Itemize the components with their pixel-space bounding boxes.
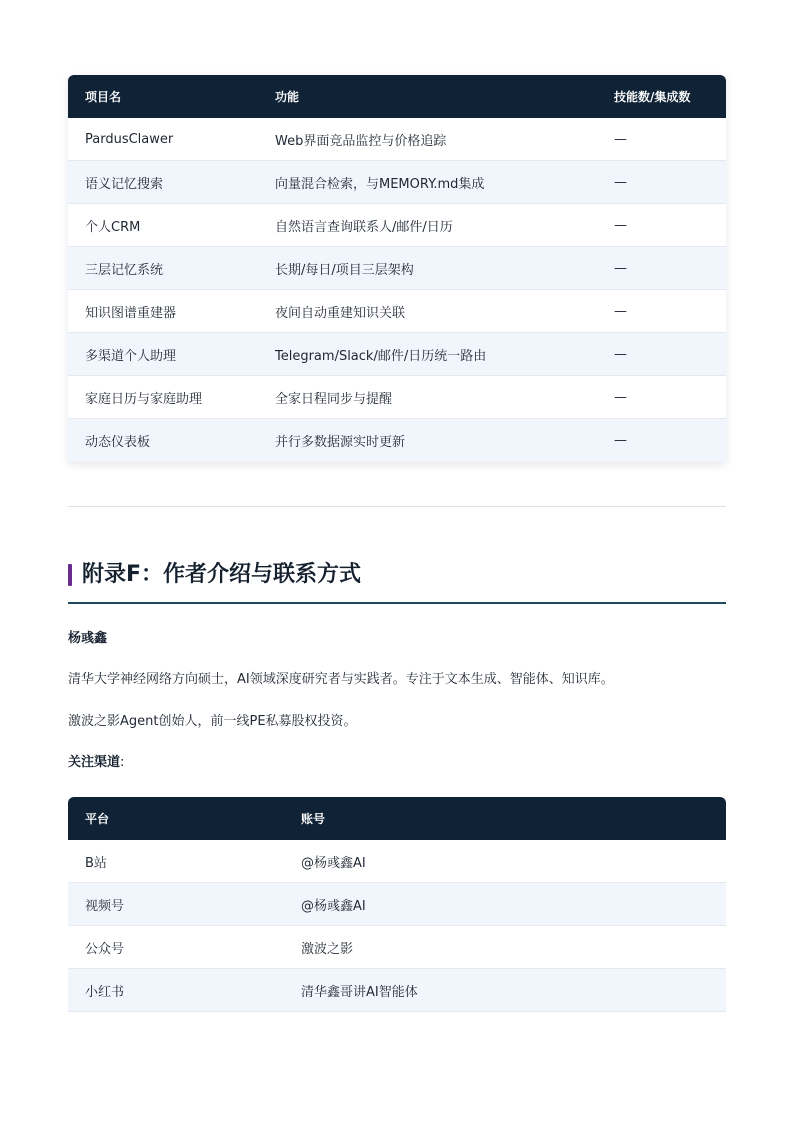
column-header-count: 技能数/集成数 (597, 75, 726, 118)
cell-project: 个人CRM (68, 204, 258, 247)
cell-project: 动态仪表板 (68, 419, 258, 462)
cell-count: — (597, 333, 726, 376)
cell-function: 向量混合检索，与MEMORY.md集成 (258, 161, 597, 204)
cell-account: 激波之影 (284, 926, 726, 969)
table-row (68, 247, 726, 290)
cell-function: 夜间自动重建知识关联 (258, 290, 597, 333)
table-row (68, 290, 726, 333)
cell-count: — (597, 376, 726, 419)
cell-project: 家庭日历与家庭助理 (68, 376, 258, 419)
cell-project: 多渠道个人助理 (68, 333, 258, 376)
cell-project: 三层记忆系统 (68, 247, 258, 290)
cell-project: PardusClawer (68, 118, 258, 161)
cell-count: — (597, 161, 726, 204)
follow-label-colon: : (120, 755, 125, 770)
column-header-function: 功能 (258, 75, 597, 118)
section-divider (68, 506, 726, 507)
cell-account: 清华鑫哥讲AI智能体 (284, 969, 726, 1012)
cell-platform: 视频号 (68, 883, 284, 926)
table-row (68, 118, 726, 161)
column-header-account: 账号 (284, 797, 726, 840)
cell-count: — (597, 247, 726, 290)
table-header-row (68, 75, 726, 118)
cell-function: 全家日程同步与提醒 (258, 376, 597, 419)
table-row (68, 969, 726, 1012)
column-header-project: 项目名 (68, 75, 258, 118)
table-row (68, 840, 726, 883)
cell-platform: B站 (68, 840, 284, 883)
table-row (68, 883, 726, 926)
author-name: 杨彧鑫 (68, 631, 108, 646)
channels-table (68, 797, 726, 1012)
table-row (68, 926, 726, 969)
cell-function: Telegram/Slack/邮件/日历统一路由 (258, 333, 597, 376)
follow-label-text: 关注渠道 (68, 755, 121, 770)
appendix-title: 附录F：作者介绍与联系方式 (82, 562, 362, 587)
projects-table (68, 75, 726, 462)
table-row (68, 376, 726, 419)
cell-account: @杨彧鑫AI (284, 883, 726, 926)
cell-function: 长期/每日/项目三层架构 (258, 247, 597, 290)
author-bio-line-1: 清华大学神经网络方向硕士，AI领域深度研究者与实践者。专注于文本生成、智能体、知识库。 (68, 672, 614, 687)
column-header-platform: 平台 (68, 797, 284, 840)
cell-count: — (597, 419, 726, 462)
heading-accent-bar (68, 564, 72, 586)
cell-function: 自然语言查询联系人/邮件/日历 (258, 204, 597, 247)
table-row (68, 333, 726, 376)
cell-count: — (597, 204, 726, 247)
cell-account: @杨彧鑫AI (284, 840, 726, 883)
table-row (68, 204, 726, 247)
cell-project: 语义记忆搜索 (68, 161, 258, 204)
cell-platform: 小红书 (68, 969, 284, 1012)
cell-function: Web界面竞品监控与价格追踪 (258, 118, 597, 161)
follow-channels-label (68, 751, 124, 770)
cell-count: — (597, 290, 726, 333)
cell-count: — (597, 118, 726, 161)
appendix-heading (68, 560, 726, 604)
table-header-row (68, 797, 726, 840)
table-row (68, 419, 726, 462)
author-bio-line-2: 激波之影Agent创始人，前一线PE私募股权投资。 (68, 714, 357, 729)
cell-project: 知识图谱重建器 (68, 290, 258, 333)
cell-platform: 公众号 (68, 926, 284, 969)
table-row (68, 161, 726, 204)
cell-function: 并行多数据源实时更新 (258, 419, 597, 462)
